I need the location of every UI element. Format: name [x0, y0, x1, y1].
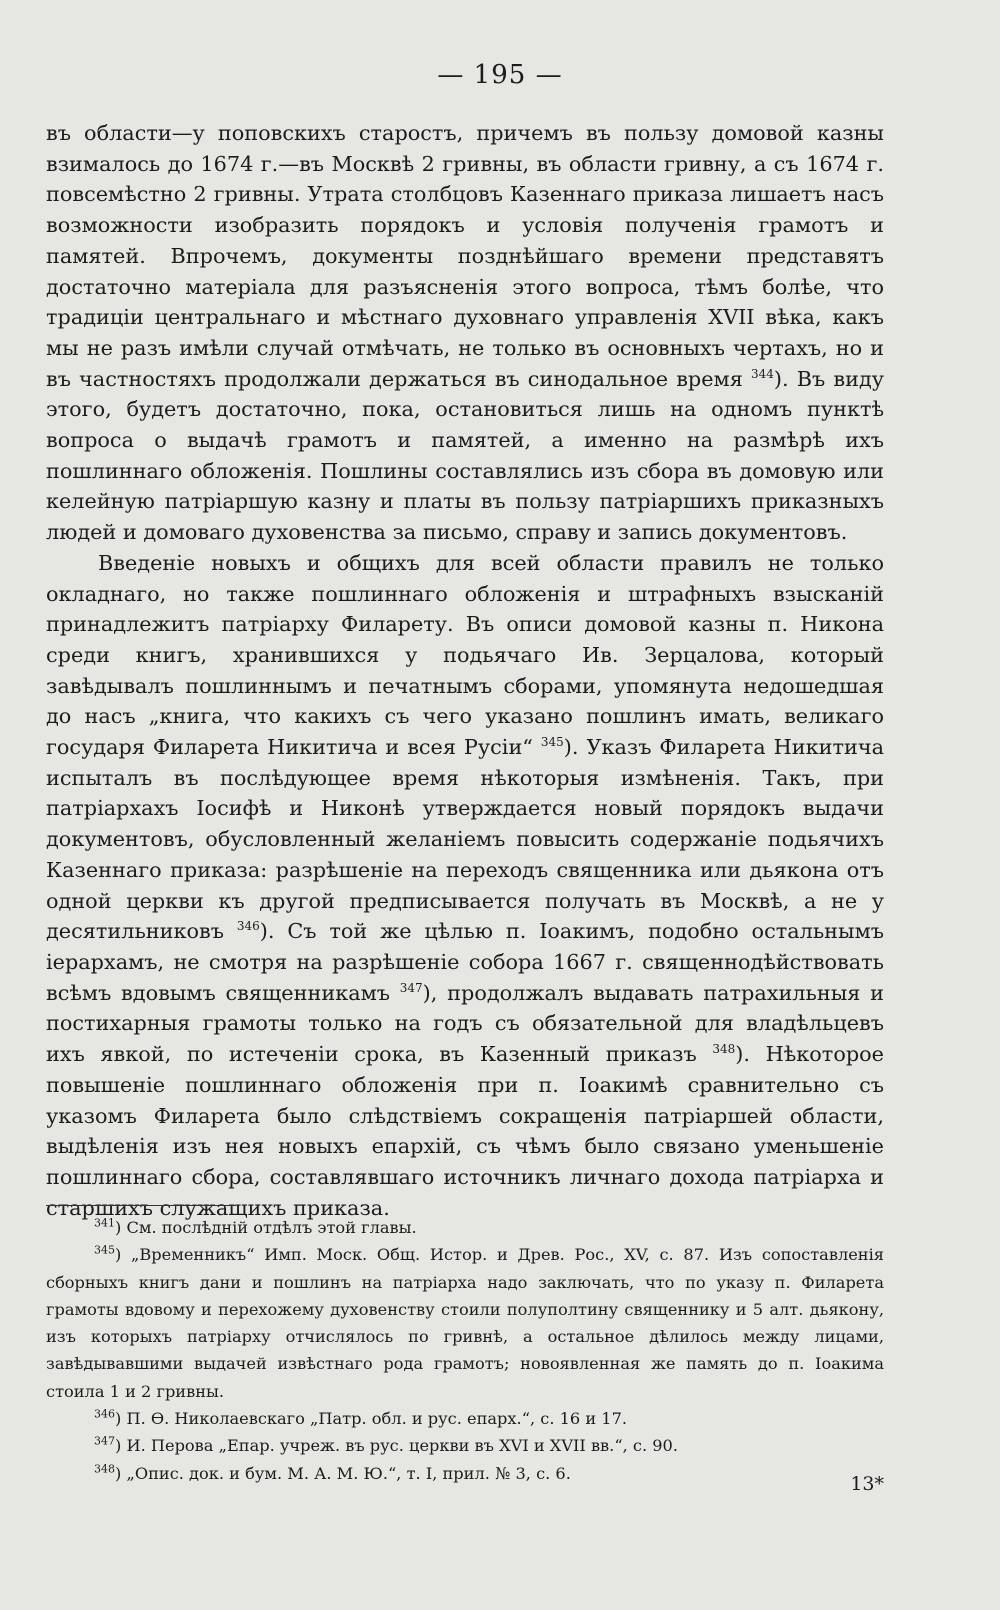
footnote-ref: 348 — [712, 1042, 736, 1057]
footnote-ref: 347 — [399, 980, 423, 995]
main-text — [46, 118, 884, 1223]
footnotes — [46, 1214, 884, 1487]
footnote: $^{347}$) И. Перова „Епар. учреж. въ рус. церкви въ XVI и XVII вв.“, с. 90. — [94, 1434, 678, 1456]
footnote-divider — [46, 1205, 236, 1206]
footnote-ref: 346 — [236, 919, 260, 934]
footnote-ref: 344 — [750, 366, 774, 381]
footnote-ref: 345 — [540, 735, 564, 750]
footnote: $^{345}$) „Временникъ“ Имп. Моск. Общ. Истор. и Древ. Рос., XV, с. 87. Изъ сопоставленія сборныхъ книгъ дани и пошлинъ на патріарха надо заключать, что по указу п. Филарета грамоты вдовому и перехожему духовенству стоили полуполтину священнику и 5 алт. дьякону, изъ которыхъ патріарху отчислялось по гривнѣ, а остальное дѣлилось между лицами, завѣдывавшими выдачей извѣстнаго рода грамотъ; новоявленная же память до п. Іоакима стоила 1 и 2 гривны. — [46, 1243, 884, 1401]
footnote: $^{341}$) См. послѣдній отдѣлъ этой главы. — [94, 1216, 417, 1237]
paragraph-2: Введеніе новыхъ и общихъ для всей области правилъ не только окладнаго, но также пошлиннаго обложенія и штрафныхъ взысканій принадлежитъ патріарху Филарету. Въ описи домовой казны п. Никона среди книгъ, хранившихся у подьячаго Ив. Зерцалова, который завѣдывалъ пошлиннымъ и печатнымъ сборами, упомянута недошедшая до насъ „книга, что какихъ съ чего указано пошлинъ имать, великаго государя Филарета Никитича и всея Русіи“ $^{345}$). Указъ Филарета Никитича испыталъ въ послѣдующее время нѣкоторыя измѣненія. Такъ, при патріархахъ Іосифѣ и Никонѣ утверждается новый порядокъ выдачи документовъ, обусловленный желаніемъ повысить содержаніе подьячихъ Казеннаго приказа: разрѣшеніе на переходъ священника или дьякона отъ одной церкви къ другой предписывается получать въ Москвѣ, а не у десятильниковъ $^{346}$). Съ той же цѣлью п. Іоакимъ, подобно остальнымъ іерархамъ, не смотря на разрѣшеніе собора 1667 г. священнодѣйствовать всѣмъ вдовымъ священникамъ $^{347}$), продолжалъ выдавать патрахильныя и постихарныя грамоты только на годъ съ обязательной для владѣльцевъ ихъ явкой, по истеченіи срока, въ Казенный приказъ $^{348}$). Нѣкоторое повышеніе пошлиннаго обложенія при п. Іоакимѣ сравнительно съ указомъ Филарета было слѣдствіемъ сокращенія патріаршей области, выдѣленія изъ нея новыхъ епархій, съ чѣмъ было связано уменьшеніе пошлиннаго сбора, составлявшаго источникъ личнаго дохода патріарха и старшихъ служащихъ приказа. — [46, 550, 884, 1220]
footnote: $^{346}$) П. Ѳ. Николаевскаго „Патр. обл. и рус. епарх.“, с. 16 и 17. — [94, 1407, 628, 1429]
footnote: $^{348}$) „Опис. док. и бум. М. А. М. Ю.“, т. I, прил. № 3, с. 6. — [94, 1462, 571, 1483]
signature-mark: 13* — [850, 1473, 884, 1495]
page-number: — 195 — — [437, 60, 563, 90]
paragraph-1: въ области—у поповскихъ старостъ, причемъ въ пользу домовой казны взималось до 1674 г.—въ Москвѣ 2 гривны, въ области гривну, а съ 1674 г. повсемѣстно 2 гривны. Утрата столбцовъ Казеннаго приказа лишаетъ насъ возможности изобразить порядокъ и условія полученія грамотъ и памятей. Впрочемъ, документы позднѣйшаго времени представятъ достаточно матеріала для разъясненія этого вопроса, тѣмъ болѣе, что традиціи центральнаго и мѣстнаго духовнаго управленія XVII вѣка, какъ мы не разъ имѣли случай отмѣчать, не только въ основныхъ чертахъ, но и въ частностяхъ продолжали держаться въ синодальное время $^{344}$). Въ виду этого, будетъ достаточно, пока, остановиться лишь на одномъ пунктѣ вопроса о выдачѣ грамотъ и памятей, а именно на размѣрѣ ихъ пошлиннаго обложенія. Пошлины составлялись изъ сбора въ домовую или келейную патріаршую казну и платы въ пользу патріаршихъ приказныхъ людей и домоваго духовенства за письмо, справу и запись документовъ. — [46, 121, 884, 545]
